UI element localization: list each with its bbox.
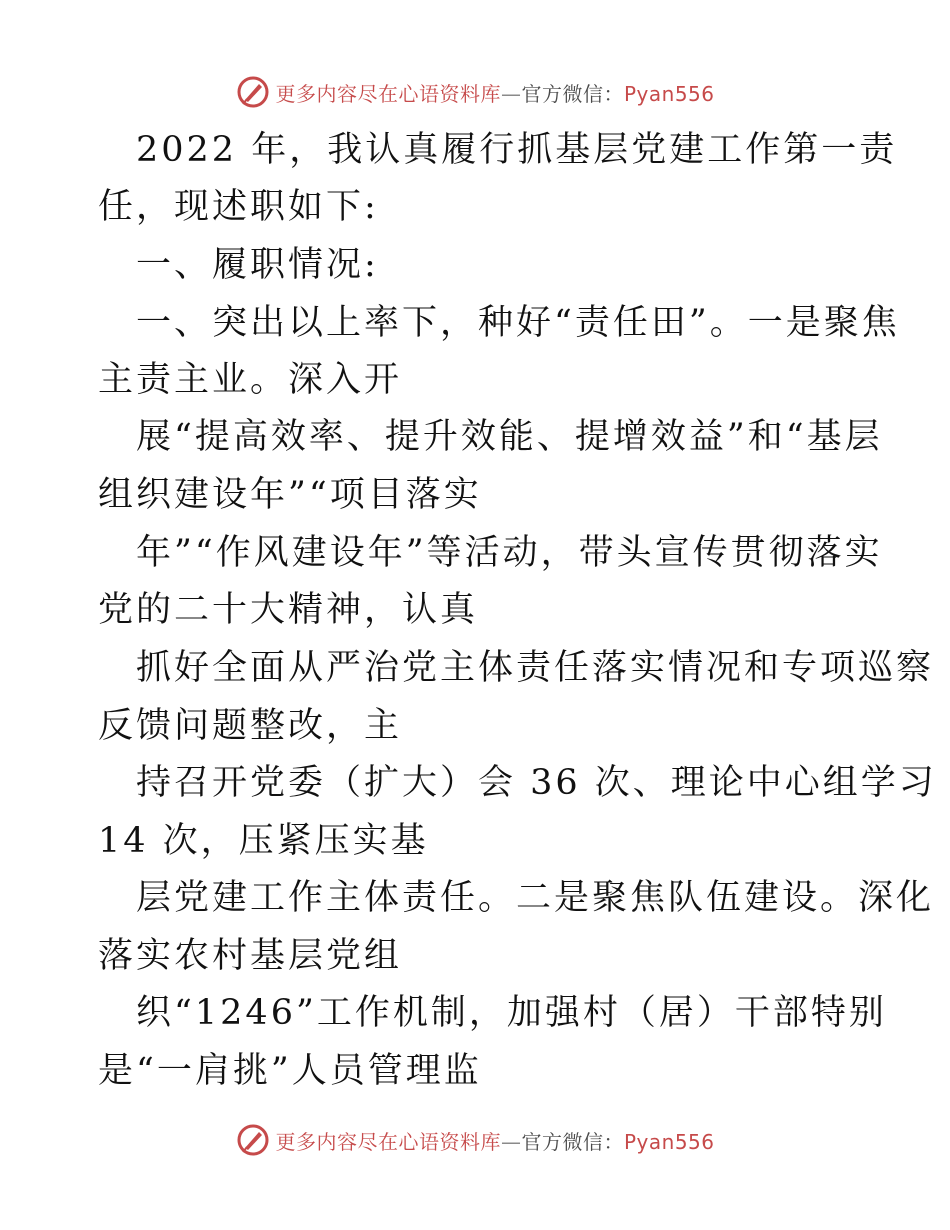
watermark-text: 更多内容尽在心语资料库—官方微信：Pyan556 xyxy=(275,81,715,106)
text-line: 织“1246”工作机制，加强村（居）干部特别 xyxy=(136,993,887,1033)
text-line: 2022 年，我认真履行抓基层党建工作第一责 xyxy=(136,130,898,170)
text-line: 党的二十大精神，认真 xyxy=(98,590,479,630)
watermark-text: 更多内容尽在心语资料库—官方微信：Pyan556 xyxy=(275,1129,715,1154)
quill-pen-logo-icon xyxy=(235,1122,271,1158)
text-line: 抓好全面从严治党主体责任落实情况和专项巡察 xyxy=(136,648,935,688)
text-line: 展“提高效率、提升效能、提增效益”和“基层 xyxy=(136,417,883,457)
text-line: 是“一肩挑”人员管理监 xyxy=(98,1051,482,1091)
text-line: 落实农村基层党组 xyxy=(98,936,403,976)
text-line: 任，现述职如下: xyxy=(98,187,379,227)
text-line: 组织建设年”“项目落实 xyxy=(98,475,482,515)
section-heading: 一、履职情况: xyxy=(136,245,379,285)
text-line: 14 次，压紧压实基 xyxy=(98,821,429,861)
text-line: 主责主业。深入开 xyxy=(98,360,403,400)
text-line: 层党建工作主体责任。二是聚焦队伍建设。深化 xyxy=(136,878,935,918)
text-line: 持召开党委（扩大）会 36 次、理论中心组学习 xyxy=(136,763,937,803)
footer-watermark xyxy=(0,1120,950,1160)
text-line: 反馈问题整改，主 xyxy=(98,706,403,746)
text-line: 一、突出以上率下，种好“责任田”。一是聚焦 xyxy=(136,303,900,343)
text-line: 年”“作风建设年”等活动，带头宣传贯彻落实 xyxy=(136,533,883,573)
